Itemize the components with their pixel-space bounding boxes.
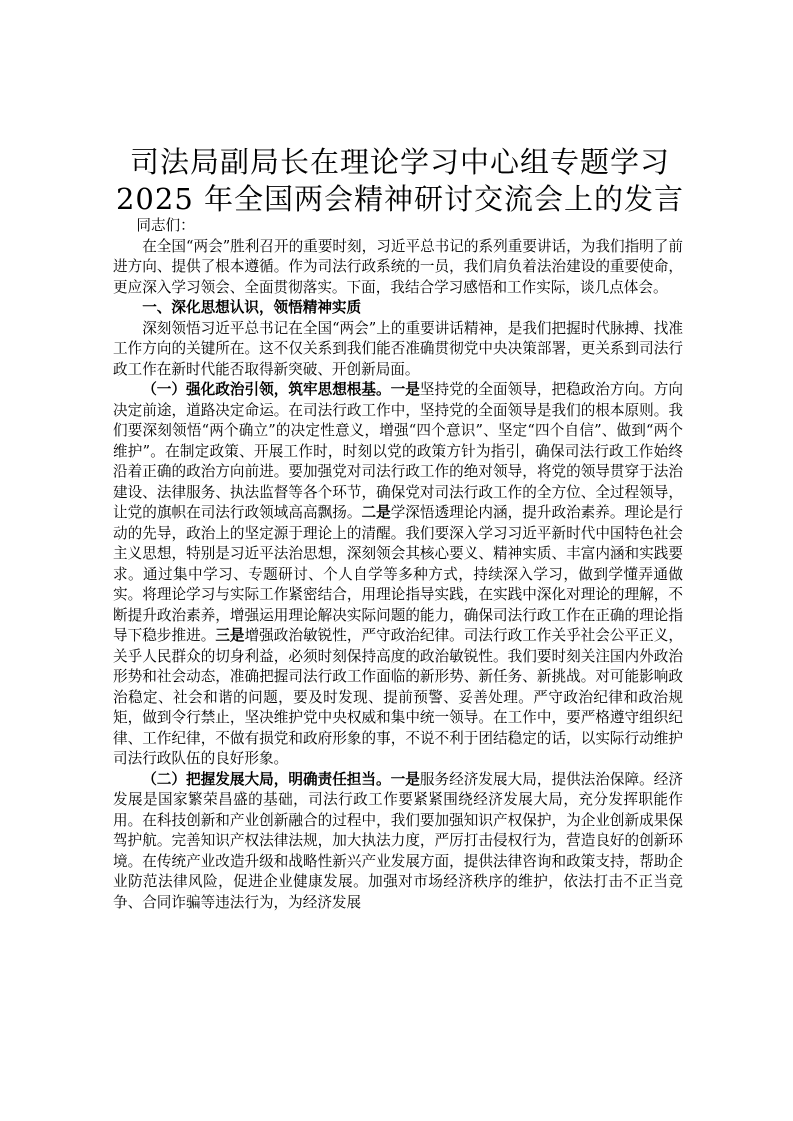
point-marker: 三是 — [215, 627, 245, 644]
point-marker: 一是 — [390, 770, 420, 788]
point-text: 坚持党的全面领导，把稳政治方向。方向决定前途，道路决定命运。在司法行政工作中，坚持党的全面领导是我们的根本原则。我们要深刻领悟“两个确立”的决定性意义，增强“四个意识”、坚定“四个自信”、做到“两个维护”。在制定政策、开展工作时，时刻以党的政策方针为指引，确保司法行政工作始终沿着正确的政治方向前进。要加强党对司法行政工作的绝对领导，将党的领导贯穿于法治建设、法律服务、执法监督等各个环节，确保党对司法行政工作的全方位、全过程领导，让党的旗帜在司法行政领域高高飘扬。 — [113, 381, 683, 521]
point-text: 增强政治敏锐性，严守政治纪律。司法行政工作关乎社会公平正义，关乎人民群众的切身利益，必须时刻保持高度的政治敏锐性。我们要时刻关注国内外政治形势和社会动态，准确把握司法行政工作面临的新形势、新任务、新挑战。对可能影响政治稳定、社会和谐的问题，要及时发现、提前预警、妥善处理。严守政治纪律和政治规矩，做到令行禁止，坚决维护党中央权威和集中统一领导。在工作中，要严格遵守组织纪律、工作纪律，不做有损党和政府形象的事，不说不利于团结稳定的话，以实际行动维护司法行政队伍的良好形象。 — [113, 627, 683, 767]
section-1-heading: 一、深化思想认识，领悟精神实质 — [142, 299, 362, 316]
subsection-2-heading: （二）把握发展大局，明确责任担当。 — [142, 770, 391, 788]
document-body — [113, 216, 683, 913]
document-title-line-2: 2025 年全国两会精神研讨交流会上的发言 — [115, 182, 685, 216]
document-title-line-1: 司法局副局长在理论学习中心组专题学习 — [129, 145, 670, 179]
section-1-intro-paragraph: 深刻领悟习近平总书记在全国“两会”上的重要讲话精神，是我们把握时代脉搏、找准工作方向的关键所在。这不仅关系到我们能否准确贯彻党中央决策部署，更关系到司法行政工作在新时代能否取得新突破、开创新局面。 — [113, 319, 683, 378]
point-text: 学深悟透理论内涵，提升政治素养。理论是行动的先导，政治上的坚定源于理论上的清醒。我们要深入学习习近平新时代中国特色社会主义思想，特别是习近平法治思想，深刻领会其核心要义、精神实质、丰富内涵和实践要求。通过集中学习、专题研讨、个人自学等多种方式，持续深入学习，做到学懂弄通做实。将理论学习与实际工作紧密结合，用理论指导实践，在实践中深化对理论的理解，不断提升政治素养，增强运用理论解决实际问题的能力，确保司法行政工作在正确的理论指导下稳步推进。 — [113, 504, 683, 644]
subsection-1-paragraph — [113, 380, 683, 770]
subsection-1-heading: （一）强化政治引领，筑牢思想根基。 — [142, 381, 391, 398]
point-marker: 二是 — [361, 504, 391, 521]
salutation: 同志们： — [136, 217, 195, 234]
point-text: 服务经济发展大局，提供法治保障。经济发展是国家繁荣昌盛的基础，司法行政工作要紧紧围绕经济发展大局，充分发挥职能作用。在科技创新和产业创新融合的过程中，我们要加强知识产权保护，为企业创新成果保驾护航。完善知识产权法律法规，加大执法力度，严厉打击侵权行为，营造良好的创新环境。在传统产业改造升级和战略性新兴产业发展方面，提供法律咨询和政策支持，帮助企业防范法律风险，促进企业健康发展。加强对市场经济秩序的维护，依法打击不正当竞争、合同诈骗等违法行为，为经济发展 — [113, 770, 683, 911]
subsection-2-paragraph — [113, 770, 683, 914]
point-marker: 一是 — [390, 381, 420, 398]
intro-paragraph: 在全国“两会”胜利召开的重要时刻，习近平总书记的系列重要讲话，为我们指明了前进方向、提供了根本遵循。作为司法行政系统的一员，我们肩负着法治建设的重要使命，更应深入学习领会、全面贯彻落实。下面，我结合学习感悟和工作实际，谈几点体会。 — [113, 237, 683, 296]
